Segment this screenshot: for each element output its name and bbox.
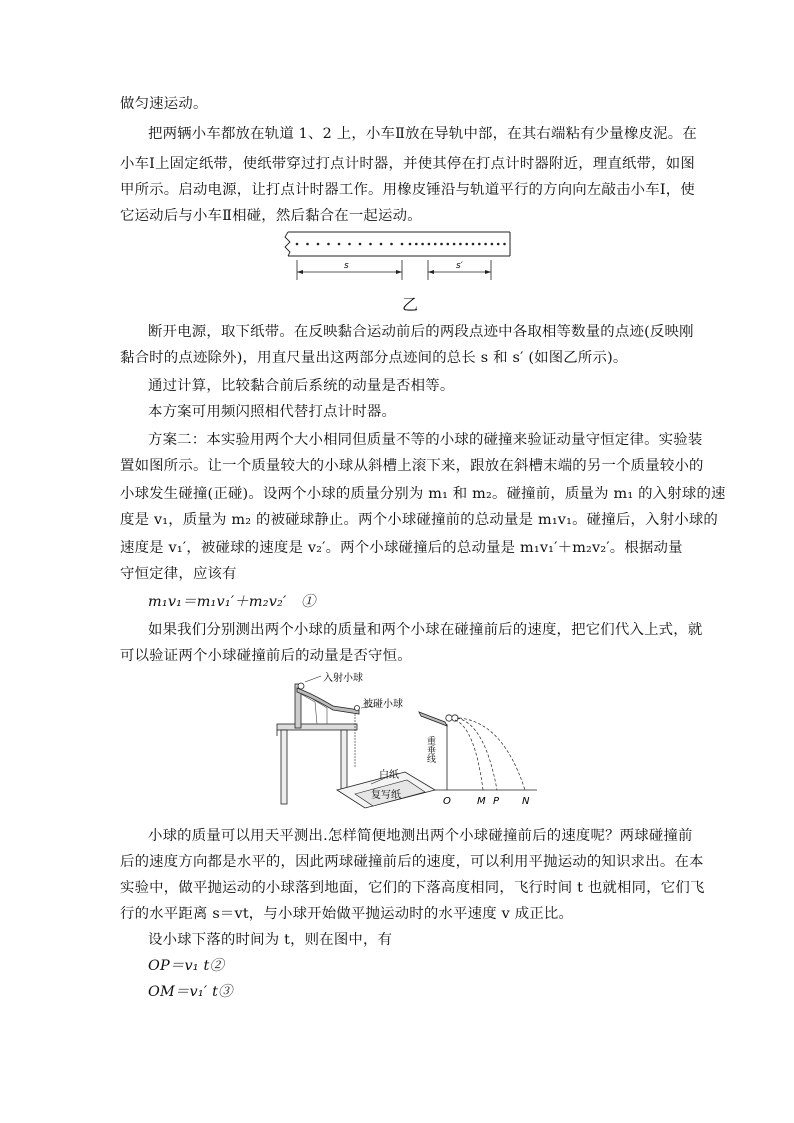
tape-dot (478, 243, 481, 246)
text-line-14: 速度是 v₁′，被碰球的速度是 v₂′。两个小球碰撞后的总动量是 m₁v₁′＋m₂v₂′。根据动量 (120, 540, 683, 556)
equation-3: OM＝v₁′ t③ (148, 984, 233, 1000)
tape-dot (380, 243, 383, 246)
text-line-22: 设小球下落的时间为 t，则在图中，有 (148, 932, 393, 948)
text-line-20: 实验中，做平抛运动的小球落到地面，它们的下落高度相同，飞行时间 t 也就相同，它们飞 (120, 880, 705, 896)
tape-torn-edge (285, 232, 290, 256)
point-P: P (493, 796, 500, 807)
text-line-8: 通过计算，比较黏合前后系统的动量是否相等。 (148, 378, 455, 394)
tape-dot (459, 243, 462, 246)
figure-caption-yi: 乙 (402, 295, 419, 314)
s-prime-label: s′ (456, 261, 463, 271)
tape-dot (484, 243, 487, 246)
tape-dot (440, 243, 443, 246)
tape-dot (447, 243, 450, 246)
text-line-17: 可以验证两个小球碰撞前后的动量是否守恒。 (120, 648, 412, 664)
tape-dot (369, 243, 372, 246)
tape-dot (348, 243, 351, 246)
incident-ball (298, 683, 304, 689)
text-line-16: 如果我们分别测出两个小球的质量和两个小球在碰撞前后的速度，把它们代入上式，就 (148, 622, 703, 638)
text-line-19: 后的速度方向都是水平的，因此两球碰撞前后的速度，可以利用平抛运动的知识求出。在本 (120, 854, 704, 870)
text-line-5: 它运动后与小车Ⅱ相碰，然后黏合在一起运动。 (120, 208, 422, 224)
label-plumb-line: 重垂线 (425, 736, 435, 763)
trajectory-N (459, 718, 525, 790)
tape-dot (421, 243, 424, 246)
label-white-paper: 白纸 (379, 770, 399, 781)
text-line-10: 方案二：本实验用两个大小相同但质量不等的小球的碰撞来验证动量守恒定律。实验装 (148, 432, 703, 448)
tape-dot (491, 243, 494, 246)
text-line-18: 小球的质量可以用天平测出.怎样简便地测出两个小球碰撞前后的速度呢？两球碰撞前 (148, 828, 693, 844)
text-line-1: 做匀速运动。 (120, 96, 208, 112)
label-incident-ball: 入射小球 (323, 673, 363, 684)
tape-dot (465, 243, 468, 246)
equation-2: OP＝v₁ t② (148, 958, 225, 974)
text-line-7: 黏合时的点迹除外)，用直尺量出这两部分点迹间的总长 s 和 s′ (如图乙所示)。 (120, 350, 628, 366)
tape-dot (401, 243, 404, 246)
text-line-6: 断开电源，取下纸带。在反映黏合运动前后的两段点迹中各取相等数量的点迹(反映刚 (148, 324, 694, 340)
tape-dot (409, 243, 412, 246)
tape-dot (338, 243, 341, 246)
text-line-15: 守恒定律，应该有 (120, 566, 237, 582)
trajectory-M (455, 720, 483, 790)
trajectory-P (457, 718, 497, 790)
tape-dot (472, 243, 475, 246)
text-line-21: 行的水平距离 s＝vt，与小球开始做平抛运动时的水平速度 v 成正比。 (120, 906, 574, 922)
tape-dot (359, 243, 362, 246)
chute-side-view (419, 712, 447, 726)
table-leg-right (341, 730, 347, 790)
s-label: s (344, 261, 349, 271)
table-leg-left (281, 730, 287, 804)
tape-dot (317, 243, 320, 246)
tape-dot (503, 243, 506, 246)
text-line-13: 度是 v₁，质量为 m₂ 的被碰球静止。两个小球碰撞前的总动量是 m₁v₁。碰撞后，入射小球的 (120, 512, 718, 528)
equation-1: m₁v₁＝m₁v₁′＋m₂v₂′ ① (148, 594, 316, 610)
apparatus-figure (275, 672, 545, 814)
tape-dot (306, 243, 309, 246)
label-target-ball: 被碰小球 (363, 699, 403, 710)
label-carbon-paper: 复写纸 (371, 790, 401, 801)
tape-dot (497, 243, 500, 246)
text-line-2: 把两辆小车都放在轨道 1、2 上，小车Ⅱ放在导轨中部，在其右端粘有少量橡皮泥。在 (148, 126, 697, 142)
tape-dots (296, 243, 506, 246)
tape-dot (327, 243, 330, 246)
ticker-tape-figure (282, 230, 512, 292)
text-line-11: 置如图所示。让一个质量较大的小球从斜槽上滚下来，跟放在斜槽末端的另一个质量较小的 (120, 458, 704, 474)
text-line-12: 小球发生碰撞(正碰)。设两个小球的质量分别为 m₁ 和 m₂。碰撞前，质量为 m₁ 的入射球的速 (120, 486, 726, 502)
tape-dot (296, 243, 299, 246)
tape-dot (428, 243, 431, 246)
text-line-9: 本方案可用频闪照相代替打点计时器。 (148, 404, 397, 420)
tape-dot (434, 243, 437, 246)
tape-dot (390, 243, 393, 246)
tape-dot (415, 243, 418, 246)
tape-dot (453, 243, 456, 246)
point-O: O (443, 796, 451, 807)
inclined-chute (297, 688, 359, 714)
target-ball (355, 706, 360, 711)
table-top (277, 724, 357, 730)
point-N: N (522, 796, 530, 807)
text-line-4: 甲所示。启动电源，让打点计时器工作。用橡皮锤沿与轨道平行的方向向左敲击小车Ⅰ，使 (120, 182, 695, 198)
point-M: M (477, 796, 486, 807)
text-line-3: 小车Ⅰ上固定纸带，使纸带穿过打点计时器，并使其停在打点计时器附近，理直纸带，如图 (120, 156, 695, 172)
